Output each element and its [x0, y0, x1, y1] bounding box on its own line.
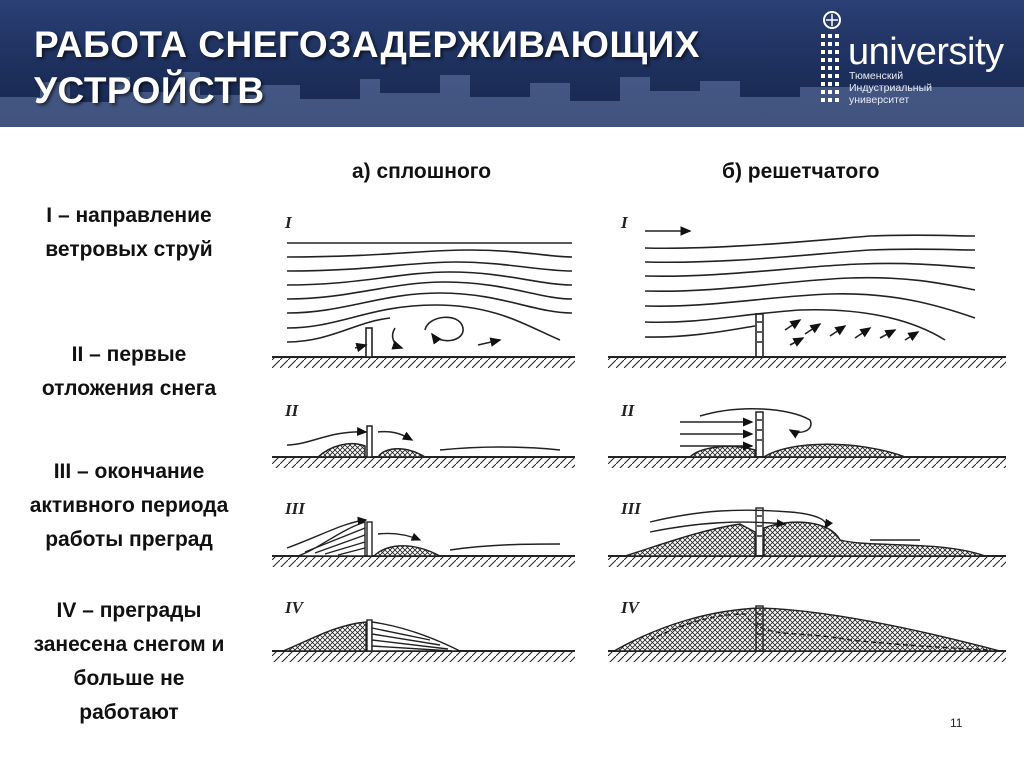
stage-3-solid: [287, 520, 560, 556]
stage-4-line-3: больше не: [73, 667, 185, 690]
logo-sub-line-2: Индустриальный: [849, 82, 933, 94]
stage-2-solid: [287, 426, 560, 457]
page-number: 11: [950, 716, 963, 730]
roman-iii-lattice: III: [621, 499, 641, 518]
stage-3-line-2: активного периода: [29, 494, 229, 517]
stage-2-lattice: [680, 409, 905, 457]
roman-i-lattice: I: [621, 213, 628, 232]
roman-ii-solid: II: [285, 401, 299, 420]
column-heading-solid: а) сплошного: [352, 160, 492, 183]
roman-iii-solid: III: [285, 499, 305, 518]
stage-1-line-1: I – направление: [46, 204, 212, 227]
stage-3-line-3: работы преград: [45, 528, 213, 551]
title-line-2: УСТРОЙСТВ: [34, 70, 265, 111]
stage-1-solid-flow: [287, 243, 572, 357]
stage-4-lattice: [614, 606, 1000, 651]
stage-3-line-1: III – окончание: [53, 460, 205, 483]
stage-4-solid: [283, 620, 460, 651]
roman-iv-lattice: IV: [621, 598, 639, 617]
stage-1-line-2: ветровых струй: [45, 238, 213, 261]
stage-4-line-4: работают: [79, 701, 179, 724]
roman-i-solid: I: [285, 213, 292, 232]
column-heading-lattice: б) решетчатого: [722, 160, 880, 183]
stage-4-line-2: занесена снегом и: [33, 633, 225, 656]
logo-sub-line-3: университет: [849, 94, 910, 106]
roman-iv-solid: IV: [285, 598, 303, 617]
stage-2-line-2: отложения снега: [41, 377, 217, 400]
title-line-1: РАБОТА СНЕГОЗАДЕРЖИВАЮЩИХ: [34, 24, 700, 65]
stage-3-lattice: [625, 508, 985, 556]
logo-sub-line-1: Тюменский: [849, 70, 904, 82]
stage-4-line-1: IV – преграды: [56, 599, 202, 622]
stage-2-line-1: II – первые: [71, 343, 187, 366]
logo-word: university: [848, 31, 1004, 73]
stage-1-lattice-flow: [645, 231, 975, 357]
roman-ii-lattice: II: [621, 401, 635, 420]
